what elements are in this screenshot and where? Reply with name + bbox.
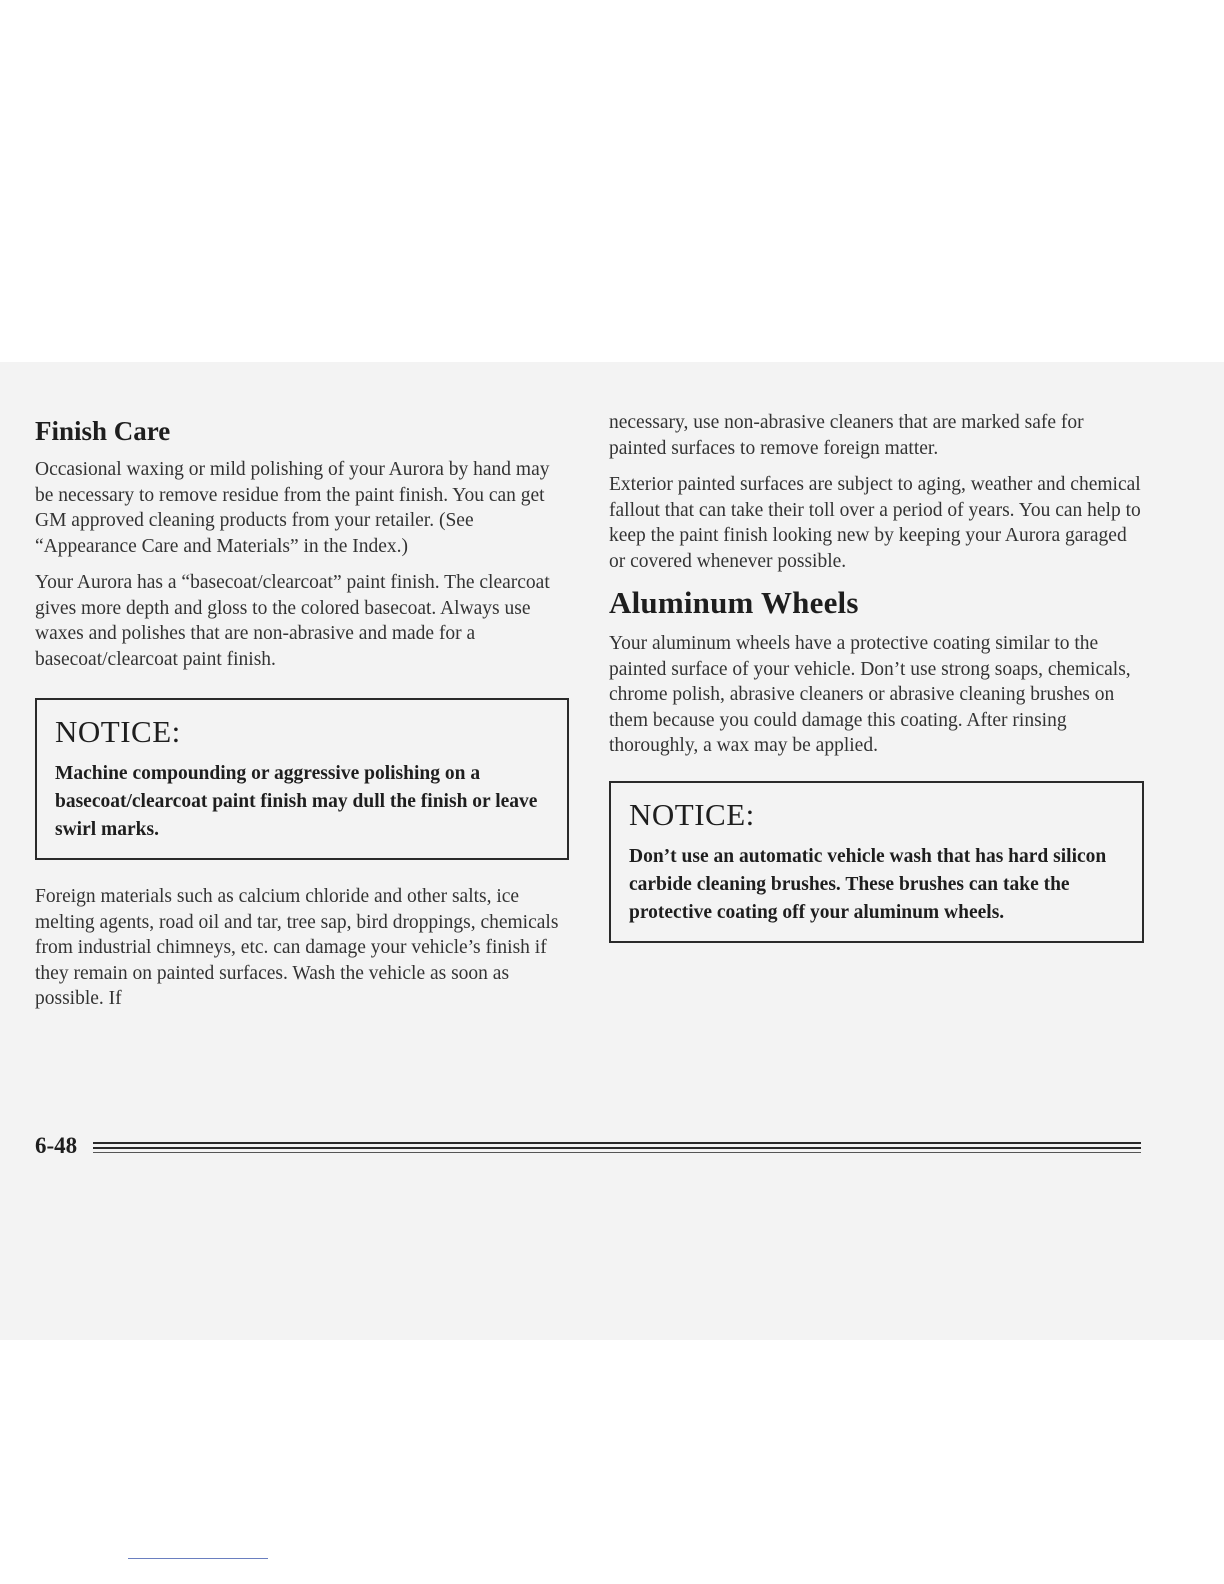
notice-text: Don’t use an automatic vehicle wash that has hard silicon carbide cleaning brushes. These brushes can take the protective coating off your aluminum wheels. <box>629 845 1107 923</box>
foreign-materials-paragraph: Foreign materials such as calcium chloride and other salts, ice melting agents, road oil and tar, tree sap, bird droppings, chemicals from industrial chimneys, etc. can damage your vehicle’s finish if they remain on painted surfaces. Wash the vehicle as soon as possible. If <box>35 886 559 1009</box>
scan-artifact-line <box>128 1558 268 1559</box>
continued-paragraph: necessary, use non-abrasive cleaners that are marked safe for painted surfaces to remove foreign matter. <box>609 412 1084 459</box>
finish-care-paragraph-2: Your Aurora has a “basecoat/clearcoat” paint finish. The clearcoat gives more depth and gloss to the colored basecoat. Always use waxes and polishes that are non-abrasive and made for a basecoat/clearcoat paint finish. <box>35 572 550 670</box>
polishing-notice-box <box>35 698 569 860</box>
page-footer <box>35 1133 1141 1163</box>
right-column <box>609 410 1144 943</box>
page-number: 6-48 <box>35 1133 78 1158</box>
left-column <box>35 410 565 1023</box>
notice-title: NOTICE: <box>629 796 755 832</box>
notice-text: Machine compounding or aggressive polishing on a basecoat/clearcoat paint finish may dull the finish or leave swirl marks. <box>55 763 538 840</box>
aluminum-wheels-heading: Aluminum Wheels <box>609 585 859 620</box>
footer-rule <box>93 1152 1141 1153</box>
notice-title: NOTICE: <box>55 714 181 749</box>
car-wash-notice-box <box>609 781 1144 943</box>
exterior-surfaces-paragraph: Exterior painted surfaces are subject to aging, weather and chemical fallout that can take their toll over a period of years. You can help to keep the paint finish looking new by keeping your Aurora garaged or covered whenever possible. <box>609 474 1141 572</box>
finish-care-paragraph-1: Occasional waxing or mild polishing of your Aurora by hand may be necessary to remove residue from the paint finish. You can get GM approved cleaning products from your retailer. (See “Appearance Care and Materials” in the Index.) <box>35 459 550 557</box>
finish-care-heading: Finish Care <box>35 416 171 446</box>
footer-rule <box>93 1147 1141 1149</box>
aluminum-wheels-paragraph: Your aluminum wheels have a protective coating similar to the painted surface of your vehicle. Don’t use strong soaps, chemicals, chrome polish, abrasive cleaners or abrasive cleaning brushes on them because you could damage this coating. After rinsing thoroughly, a wax may be applied. <box>609 633 1131 756</box>
footer-rule <box>93 1142 1141 1144</box>
